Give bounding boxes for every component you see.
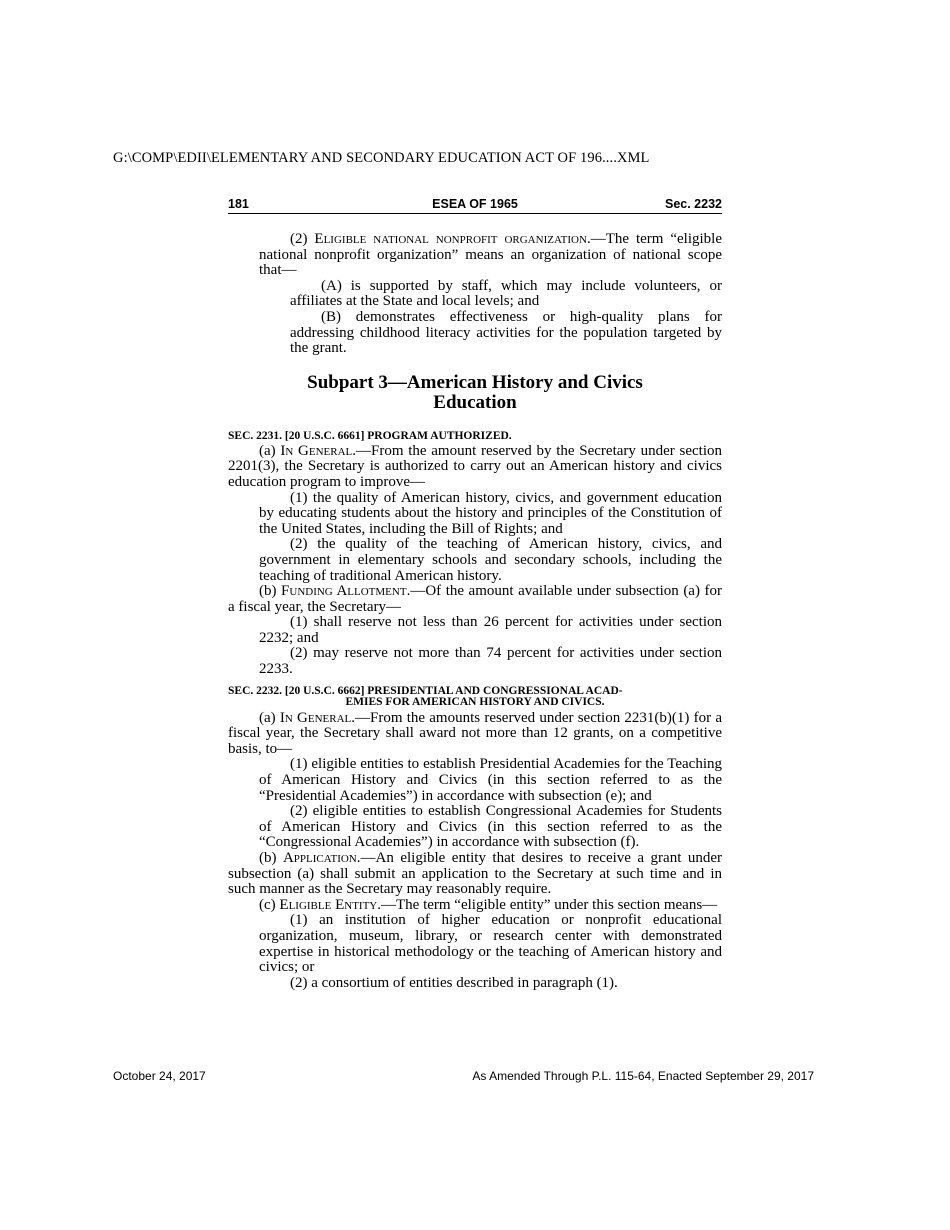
sec-2231-b-2: (2) may reserve not more than 74 percent for activities under section 2233.	[259, 645, 722, 678]
page-number: 181	[228, 197, 249, 211]
document-body	[228, 232, 722, 991]
subpart-heading: Subpart 3—American History and Civics Education	[307, 371, 643, 413]
sec-2232-a-2: (2) eligible entities to establish Congressional Academies for Students of American History and Civics (in this section referred to as the “Congressional Academies”) in accordance with subsection (f).	[259, 803, 722, 851]
sec-2231-heading: SEC. 2231. [20 U.S.C. 6661] PROGRAM AUTHORIZED.	[228, 429, 512, 442]
sec-2231-a-2: (2) the quality of the teaching of American history, civics, and government in elementary schools and secondary schools, including the teaching of traditional American history.	[259, 536, 722, 584]
sec-2232-b: (b) Application.—An eligible entity that desires to receive a grant under subsection (a) shall submit an application to the Secretary at such time and in such manner as the Secretary may reasonably require.	[228, 850, 722, 898]
footer-date: October 24, 2017	[113, 1069, 206, 1083]
sec-2231-b-1: (1) shall reserve not less than 26 percent for activities under section 2232; and	[259, 614, 722, 646]
file-path: G:\COMP\EDII\ELEMENTARY AND SECONDARY EDUCATION ACT OF 196....XML	[113, 150, 650, 166]
act-title: ESEA OF 1965	[432, 197, 518, 211]
sec-2232-heading: SEC. 2232. [20 U.S.C. 6662] PRESIDENTIAL AND CONGRESSIONAL ACAD- EMIES FOR AMERICAN HISTORY AND CIVICS.	[228, 684, 623, 708]
footer-amended-note: As Amended Through P.L. 115-64, Enacted September 29, 2017	[472, 1069, 814, 1083]
section-label: Sec. 2232	[665, 197, 722, 211]
sec-2232-c-1: (1) an institution of higher education or nonprofit educational organization, museum, library, or research center with demonstrated expertise in historical methodology or the teaching of American history and civics; or	[259, 912, 722, 976]
sec-2232-c: (c) Eligible Entity.—The term “eligible entity” under this section means—	[259, 896, 718, 913]
subparagraph-b: (B) demonstrates effectiveness or high-quality plans for addressing childhood literacy activities for the population targeted by the grant.	[290, 308, 722, 357]
sec-2231-b: (b) Funding Allotment.—Of the amount available under subsection (a) for a fiscal year, the Secretary—	[228, 583, 722, 615]
sec-2231-a-1: (1) the quality of American history, civics, and government education by educating students about the history and principles of the Constitution of the United States, including the Bill of Rights; and	[259, 489, 722, 537]
sec-2232-a-1: (1) eligible entities to establish Presidential Academies for the Teaching of American History and Civics (in this section referred to as the “Presidential Academies”) in accordance with subsection (e); and	[259, 756, 722, 804]
sec-2231-a: (a) In General.—From the amount reserved by the Secretary under section 2201(3), the Secretary is authorized to carry out an American history and civics education program to improve—	[228, 442, 722, 490]
sec-2232-a: (a) In General.—From the amounts reserved under section 2231(b)(1) for a fiscal year, the Secretary shall award not more than 12 grants, on a competitive basis, to—	[228, 709, 722, 757]
running-header	[228, 197, 722, 214]
paragraph-2-eligible-org: (2) Eligible national nonprofit organization.—The term “eligible national nonprofit organization” means an organization of national scope that—	[259, 231, 723, 279]
sec-2232-c-2: (2) a consortium of entities described in paragraph (1).	[290, 974, 618, 991]
subparagraph-a: (A) is supported by staff, which may include volunteers, or affiliates at the State and local levels; and	[290, 277, 722, 310]
